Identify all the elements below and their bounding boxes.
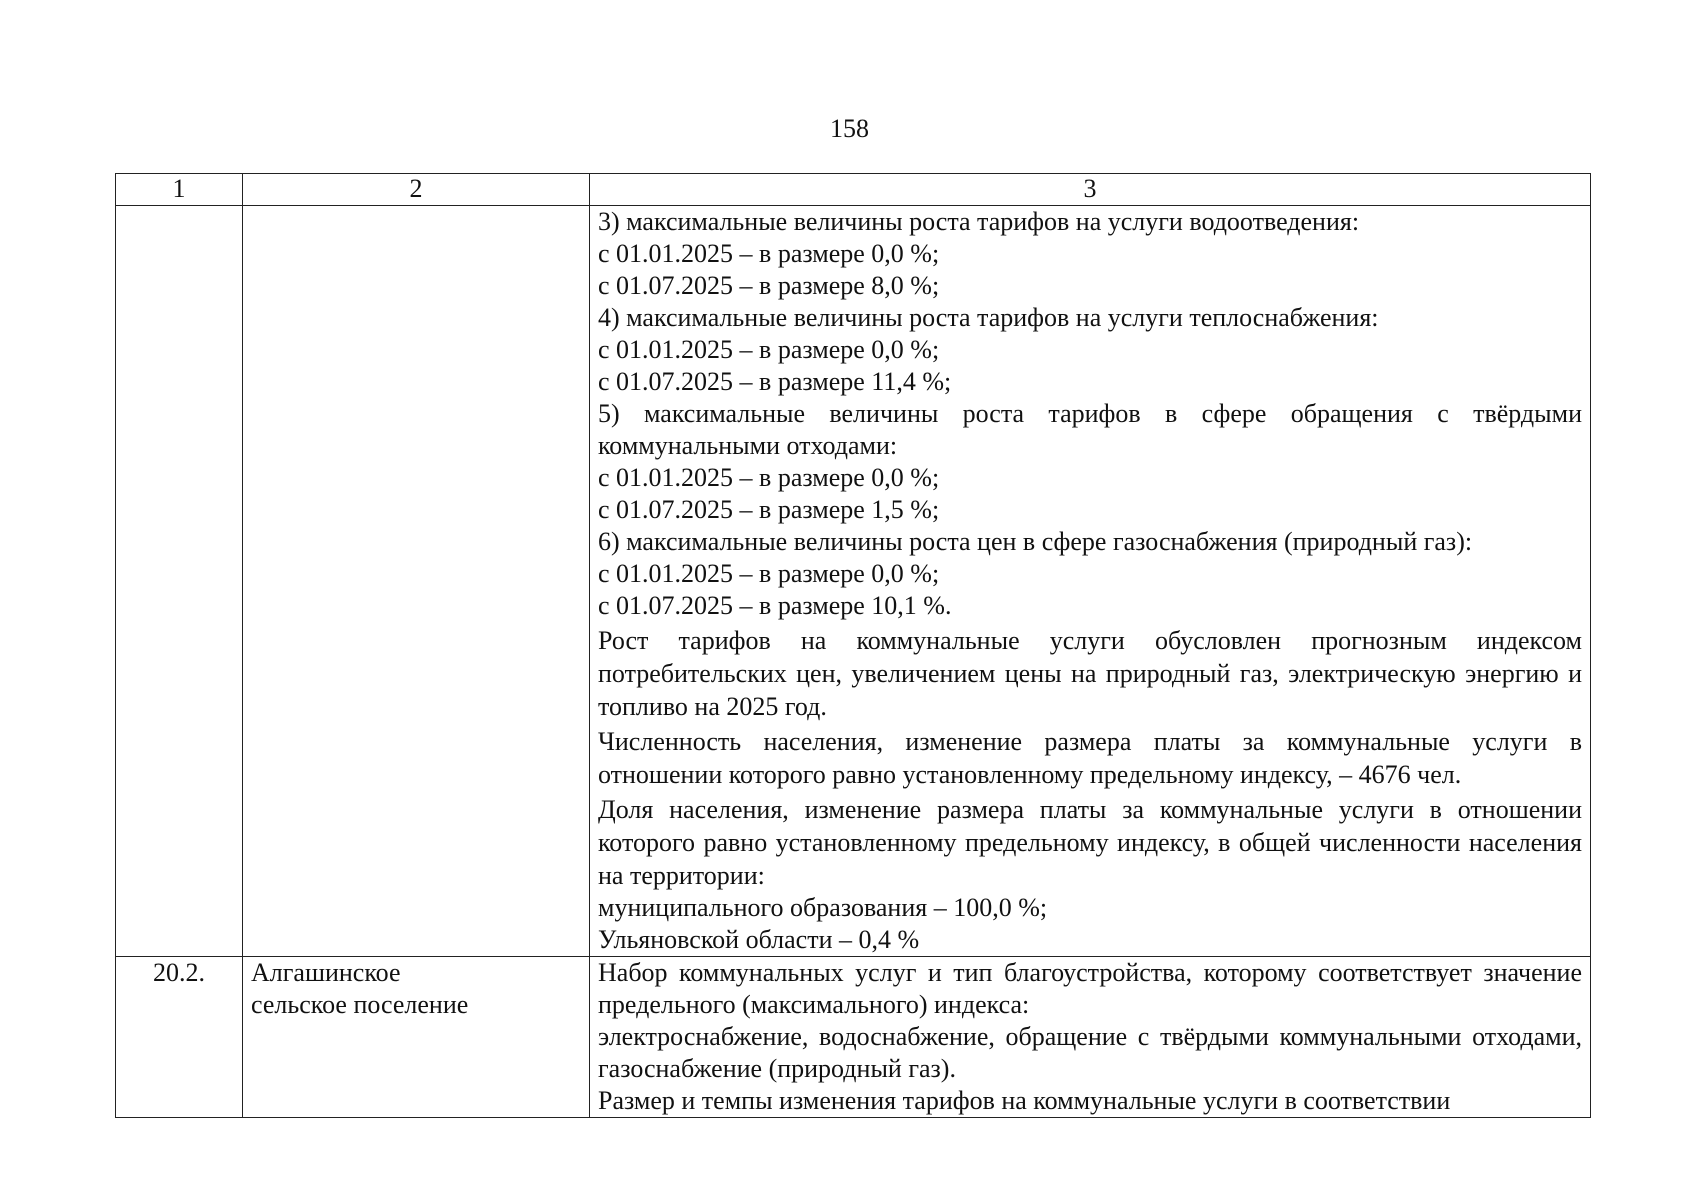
row1-name bbox=[243, 206, 590, 957]
wastewater-jan: с 01.01.2025 – в размере 0,0 %; bbox=[598, 239, 940, 268]
header-col-1: 1 bbox=[116, 174, 243, 206]
page-number: 158 bbox=[830, 114, 869, 143]
heating-jan: с 01.01.2025 – в размере 0,0 %; bbox=[598, 335, 940, 364]
table-header-row bbox=[116, 174, 1591, 206]
row1-number bbox=[116, 206, 243, 957]
wastewater-jul: с 01.07.2025 – в размере 8,0 %; bbox=[598, 271, 940, 300]
header-col-3: 3 bbox=[590, 174, 1591, 206]
heating-heading: 4) максимальные величины роста тарифов на услуги теплоснабжения: bbox=[598, 303, 1379, 332]
tariff-size-line: Размер и темпы изменения тарифов на коммунальные услуги в соответствии bbox=[598, 1086, 1451, 1115]
growth-paragraph: Рост тарифов на коммунальные услуги обусловлен прогнозным индексом потребительских цен, увеличением цены на природный газ, электрическую энергию и топливо на 2025 год. bbox=[598, 626, 1582, 721]
share-paragraph: Доля населения, изменение размера платы за коммунальные услуги в отношении которого равно установленному предельному индексу, в общей численности населения на территории: bbox=[598, 795, 1582, 890]
settlement-name-line2: сельское поселение bbox=[251, 990, 469, 1019]
row2-name bbox=[243, 957, 590, 1118]
services-set-paragraph: Набор коммунальных услуг и тип благоустройства, которому соответствует значение предельного (максимального) индекса: bbox=[598, 958, 1582, 1019]
waste-jul: с 01.07.2025 – в размере 1,5 %; bbox=[598, 495, 940, 524]
row2-number: 20.2. bbox=[116, 957, 243, 1118]
gas-jan: с 01.01.2025 – в размере 0,0 %; bbox=[598, 559, 940, 588]
document-table bbox=[115, 173, 1591, 1118]
header-col-2: 2 bbox=[243, 174, 590, 206]
region-share-line: Ульяновской области – 0,4 % bbox=[598, 925, 920, 954]
gas-heading: 6) максимальные величины роста цен в сфере газоснабжения (природный газ): bbox=[598, 527, 1473, 556]
settlement-name-line1: Алгашинское bbox=[251, 958, 401, 987]
waste-heading: 5) максимальные величины роста тарифов в сфере обращения с твёрдыми коммунальными отходами: bbox=[598, 399, 1582, 460]
row1-description bbox=[590, 206, 1591, 957]
population-paragraph: Численность населения, изменение размера платы за коммунальные услуги в отношении которого равно установленному предельному индексу, – 4676 чел. bbox=[598, 727, 1582, 789]
municipal-share-line: муниципального образования – 100,0 %; bbox=[598, 893, 1048, 922]
heating-jul: с 01.07.2025 – в размере 11,4 %; bbox=[598, 367, 952, 396]
table-row bbox=[116, 206, 1591, 957]
waste-jan: с 01.01.2025 – в размере 0,0 %; bbox=[598, 463, 940, 492]
gas-jul: с 01.07.2025 – в размере 10,1 %. bbox=[598, 591, 952, 620]
table-row bbox=[116, 957, 1591, 1118]
services-list-paragraph: электроснабжение, водоснабжение, обращение с твёрдыми коммунальными отходами, газоснабжение (природный газ). bbox=[598, 1022, 1582, 1083]
row2-description bbox=[590, 957, 1591, 1118]
wastewater-heading: 3) максимальные величины роста тарифов на услуги водоотведения: bbox=[598, 207, 1360, 236]
